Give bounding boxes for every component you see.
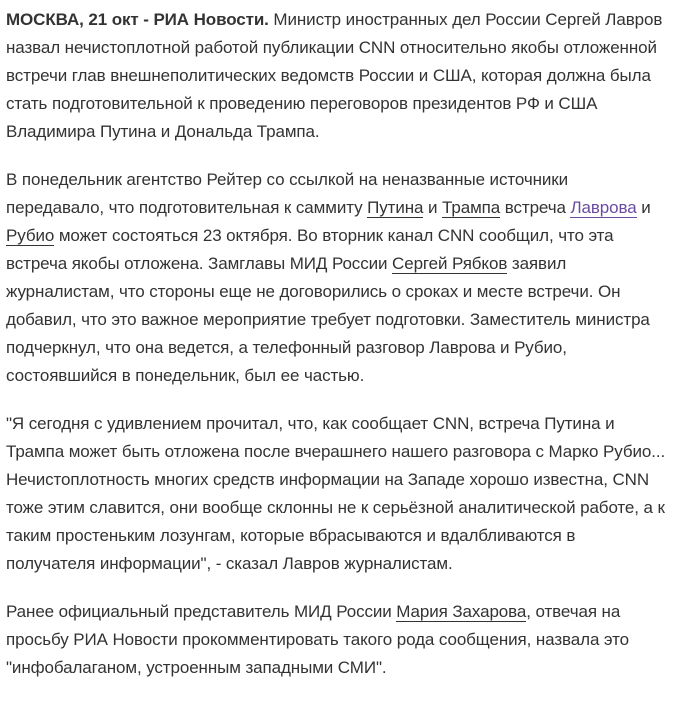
paragraph-2-text-2: и (423, 198, 443, 217)
article-paragraph-4 (6, 598, 667, 682)
article-paragraph-1 (6, 6, 667, 146)
dateline: МОСКВА, 21 окт - РИА Новости. (6, 10, 269, 29)
paragraph-2-text-6: заявил журналистам, что стороны еще не договорились о сроках и месте встречи. Он добавил, что это важное мероприятие требует подготовки. Заместитель министра подчеркнул, что она ведется, а телефонный разговор Лаврова и Рубио, состоявшийся в понедельник, был ее частью. (6, 254, 650, 385)
article-paragraph-3 (6, 410, 667, 578)
paragraph-4-text-1: Ранее официальный представитель МИД России (6, 602, 397, 621)
link-rubio[interactable]: Рубио (6, 226, 55, 245)
link-trump[interactable]: Трампа (442, 198, 501, 217)
paragraph-3-text: "Я сегодня с удивлением прочитал, что, как сообщает CNN, встреча Путина и Трампа может быть отложена после вчерашнего нашего разговора с Марко Рубио... Нечистоплотность многих средств информации на Западе хорошо известна, CNN тоже этим славится, они вообще склонны не к серьёзной аналитической работе, а к таким простеньким лозунгам, которые вбрасываются и вдалбливаются в получателя информации", - сказал Лавров журналистам. (6, 414, 666, 573)
link-putin[interactable]: Путина (367, 198, 424, 217)
article-paragraph-2 (6, 166, 667, 390)
paragraph-4-text-2: , отвечая на просьбу РИА Новости прокомментировать такого рода сообщения, назвала это "инфобалаганом, устроенным западными СМИ". (6, 602, 629, 677)
link-ryabkov[interactable]: Сергей Рябков (392, 254, 508, 273)
paragraph-2-text-1: В понедельник агентство Рейтер со ссылкой на неназванные источники передавало, что подготовительная к саммиту (6, 170, 568, 217)
paragraph-1-text: Министр иностранных дел России Сергей Лавров назвал нечистоплотной работой публикации CNN относительно якобы отложенной встречи глав внешнеполитических ведомств России и США, которая должна была стать подготовительной к проведению переговоров президентов РФ и США Владимира Путина и Дональда Трампа. (6, 10, 663, 141)
paragraph-2-text-3: встреча (500, 198, 571, 217)
link-lavrov[interactable]: Лаврова (570, 198, 637, 217)
paragraph-2-text-4: и (636, 198, 651, 217)
link-zakharova[interactable]: Мария Захарова (396, 602, 527, 621)
paragraph-2-text-5: может состояться 23 октября. Во вторник канал CNN сообщил, что эта встреча якобы отложена. Замглавы МИД России (6, 226, 614, 273)
